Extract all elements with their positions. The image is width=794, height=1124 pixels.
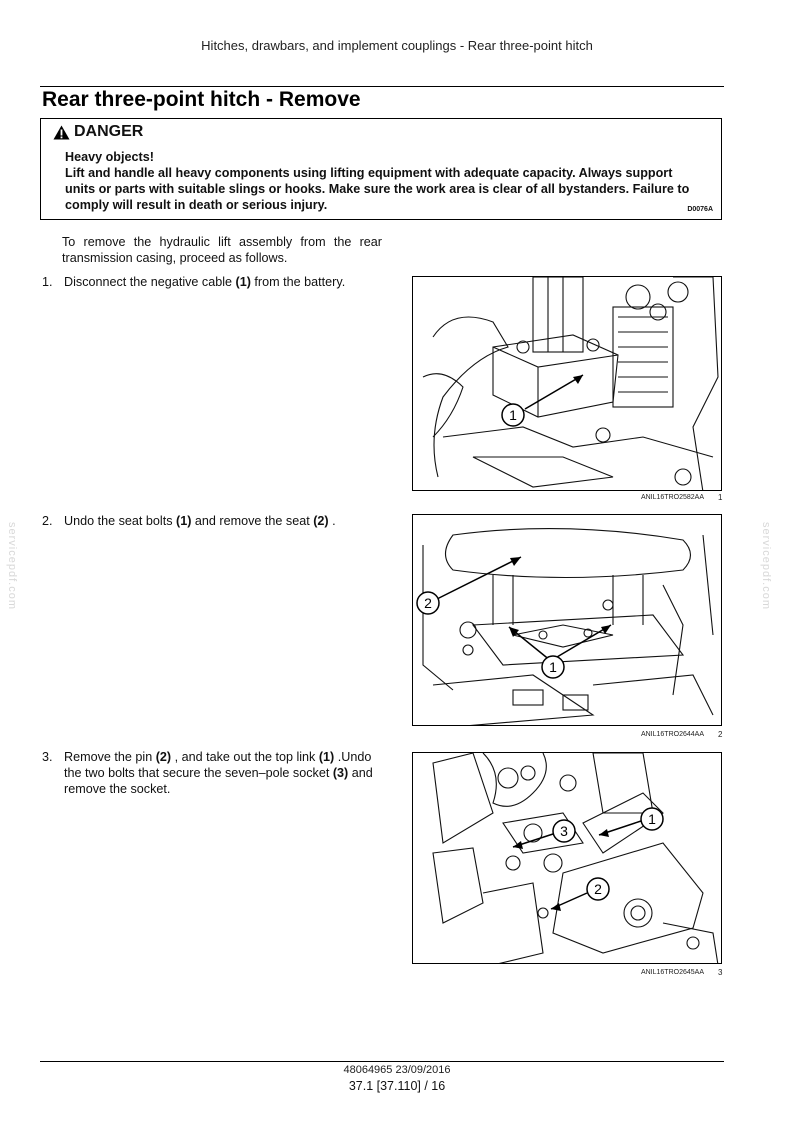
header-rule — [40, 86, 724, 87]
figure-1-illustration — [413, 277, 722, 491]
footer-page-ref: 37.1 [37.110] / 16 — [348, 1079, 446, 1093]
svg-text:1: 1 — [648, 811, 656, 827]
callout-leader — [437, 557, 521, 599]
callout-arrowhead — [509, 627, 519, 637]
step-text-part: and remove the socket. — [64, 766, 373, 796]
step-1 — [42, 274, 387, 290]
step-text — [64, 513, 387, 529]
figure-2-code: ANIL16TRO2644AA — [640, 731, 704, 738]
callout-ref: (2) — [155, 750, 172, 764]
intro-paragraph: To remove the hydraulic lift assembly from the rear transmission casing, proceed as follows. — [62, 235, 382, 265]
figure-2-seat — [412, 514, 722, 726]
figure-2-callout-1 — [542, 656, 564, 678]
svg-text:1: 1 — [509, 407, 517, 423]
callout-ref: (1) — [176, 514, 192, 528]
danger-message — [65, 149, 705, 213]
step-text — [64, 274, 387, 290]
footer-rule — [40, 1061, 724, 1062]
figure-1-battery — [412, 276, 722, 491]
step-text-part: Remove the pin — [64, 750, 156, 764]
figure-1-callout-1 — [502, 404, 524, 426]
warning-triangle-icon — [53, 125, 70, 140]
callout-ref: (3) — [332, 766, 349, 780]
figure-3-callout-1 — [641, 808, 663, 830]
callout-leader — [525, 375, 583, 409]
svg-text:2: 2 — [424, 595, 432, 611]
danger-line2: Lift and handle all heavy components using lifting equipment with adequate capacity. Always support units or parts with suitable slings or hooks. Make sure the work area is clear of all bystanders. Failure to comply will result in death or serious injury. — [65, 166, 690, 212]
step-text-part: and remove the seat — [191, 514, 314, 528]
step-text-part: . — [328, 514, 336, 528]
step-text-part: .Undo the two bolts that secure the seven–pole socket — [64, 750, 372, 780]
step-text-part: from the battery. — [250, 275, 346, 289]
step-3 — [42, 749, 387, 797]
figure-2-number: 2 — [718, 730, 723, 739]
svg-text:1: 1 — [549, 659, 557, 675]
figure-3-callout-2 — [587, 878, 609, 900]
callout-arrowhead — [599, 829, 609, 837]
figure-3-callout-3 — [553, 820, 575, 842]
watermark-left: servicepdf.com — [5, 522, 18, 610]
callout-arrowhead — [551, 903, 561, 911]
danger-label: DANGER — [74, 123, 144, 140]
step-number: 1. — [42, 275, 53, 289]
danger-code: D0076A — [687, 206, 713, 213]
step-text-part: Undo the seat bolts — [64, 514, 177, 528]
figure-1-code: ANIL16TRO2582AA — [640, 494, 704, 501]
step-text-part: , and take out the top link — [171, 750, 319, 764]
callout-ref: (1) — [318, 750, 335, 764]
callout-ref: (2) — [313, 514, 329, 528]
step-text-part: Disconnect the negative cable — [64, 275, 236, 289]
figure-3-top-link — [412, 752, 722, 964]
danger-heading — [53, 123, 143, 141]
step-2 — [42, 513, 387, 529]
danger-line1: Heavy objects! — [65, 150, 154, 164]
step-text — [64, 749, 387, 797]
figure-2-illustration — [413, 515, 722, 726]
running-header: Hitches, drawbars, and implement couplings - Rear three-point hitch — [201, 38, 593, 53]
callout-arrowhead — [513, 841, 523, 849]
svg-text:2: 2 — [594, 881, 602, 897]
footer-doc-code: 48064965 23/09/2016 — [343, 1064, 451, 1076]
svg-text:3: 3 — [560, 823, 568, 839]
watermark-right: servicepdf.com — [759, 522, 772, 610]
callout-ref: (1) — [235, 275, 251, 289]
step-number: 2. — [42, 514, 53, 528]
step-number: 3. — [42, 750, 53, 764]
figure-1-number: 1 — [718, 493, 723, 502]
figure-2-callout-2 — [417, 592, 439, 614]
page-title: Rear three-point hitch - Remove — [42, 88, 361, 111]
figure-3-code: ANIL16TRO2645AA — [640, 969, 704, 976]
figure-3-illustration — [413, 753, 722, 964]
danger-box — [40, 118, 722, 220]
figure-3-number: 3 — [718, 968, 723, 977]
